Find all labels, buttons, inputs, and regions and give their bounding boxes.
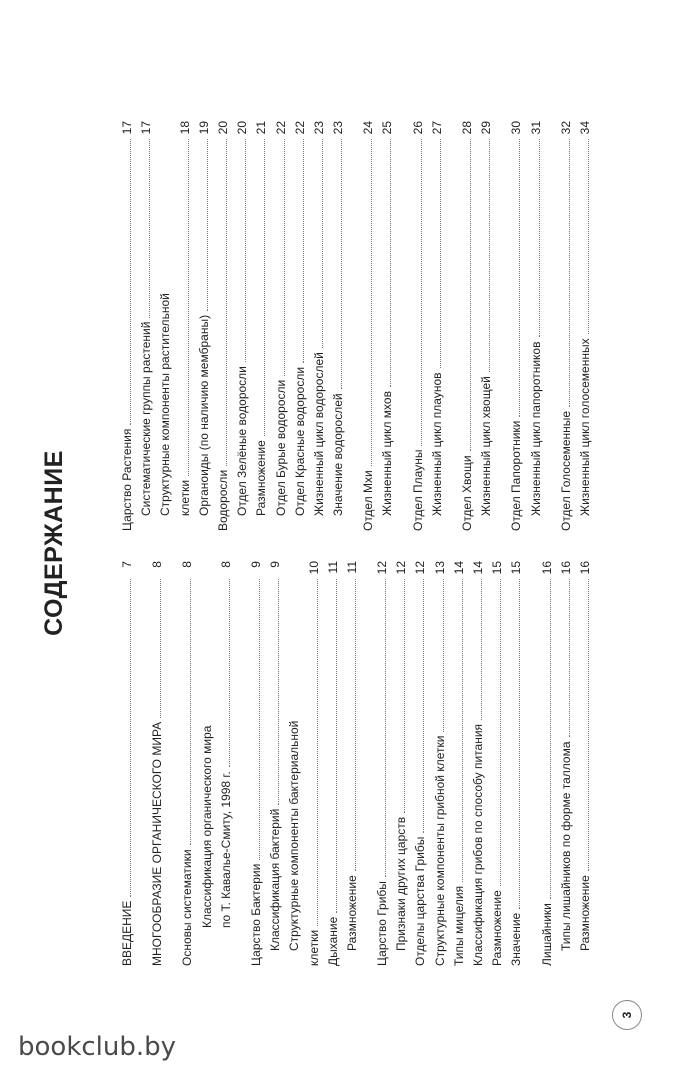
toc-entry-label: Размножение	[254, 440, 269, 516]
toc-entry-leader	[469, 139, 471, 451]
toc-entry-page: 11	[344, 561, 359, 574]
toc-entry-leader	[439, 139, 441, 368]
toc-entry-page: 8	[180, 561, 195, 568]
toc-entry-leader	[403, 579, 405, 813]
toc-entry-page: 16	[577, 561, 592, 575]
toc-left-column	[118, 561, 595, 966]
page-number-badge: 3	[612, 1000, 642, 1030]
toc-entry-leader	[538, 139, 540, 338]
toc-entry-label: Отдел Красные водоросли	[292, 366, 307, 516]
toc-entry	[477, 121, 496, 531]
toc-entry-leader	[277, 579, 279, 805]
toc-entry	[507, 561, 526, 966]
toc-entry	[198, 561, 217, 966]
toc-entry-page: 12	[413, 561, 428, 575]
toc-entry-label: Признаки других царств	[394, 816, 409, 951]
toc-entry-page: 15	[490, 561, 505, 575]
toc-entry-leader	[389, 139, 391, 387]
toc-entry-page: 17	[120, 121, 134, 135]
toc-entry	[359, 121, 378, 531]
toc-entry-page: 20	[215, 121, 230, 135]
toc-entry	[214, 121, 233, 531]
toc-entry-leader	[263, 139, 265, 436]
toc-entry	[217, 561, 236, 966]
toc-entry-label: по Т. Кавалье-Смиту, 1998 г.	[218, 771, 233, 928]
toc-entry-page: 8	[150, 561, 165, 568]
toc-entry-leader	[206, 139, 208, 311]
toc-entry	[343, 561, 362, 966]
toc-entry-label: Значение водорослей	[331, 393, 346, 516]
toc-entry	[178, 561, 197, 966]
toc-entry-label: Размножение	[490, 890, 505, 966]
toc-entry	[118, 561, 137, 966]
toc-entry-leader	[228, 579, 230, 767]
toc-entry	[272, 121, 291, 531]
toc-entry-page: 14	[471, 561, 485, 575]
toc-entry	[469, 561, 488, 966]
toc-entry-page: 22	[273, 121, 288, 135]
toc-entry-leader	[518, 579, 520, 909]
toc-entry	[291, 121, 310, 531]
toc-entry	[488, 561, 507, 966]
toc-entry	[538, 561, 557, 966]
toc-entry	[378, 121, 397, 531]
toc-entry-label: Структурные компоненты грибной клетки	[432, 735, 447, 966]
toc-entry	[392, 561, 411, 966]
toc-entry-label: Структурные компоненты бактериальной	[287, 720, 302, 951]
watermark: bookclub.by	[18, 1032, 177, 1062]
toc-entry-leader	[480, 579, 482, 720]
toc-entry	[247, 561, 266, 966]
toc-entry-page: 30	[509, 121, 524, 135]
toc-entry-label: МНОГООБРАЗИЕ ОРГАНИЧЕСКОГО МИРА	[150, 721, 165, 966]
toc-entry-leader	[283, 139, 285, 376]
toc-entry-label: клетки	[306, 929, 321, 966]
toc-entry-label: Жизненный цикл голосеменных	[577, 338, 592, 516]
toc-entry	[310, 121, 329, 531]
toc-entry-leader	[518, 139, 520, 417]
toc-entry	[557, 121, 576, 531]
toc-entry-leader	[258, 579, 260, 860]
toc-entry-label: Значение	[509, 912, 524, 966]
toc-entry-leader	[384, 579, 386, 877]
toc-entry-page: 12	[394, 561, 409, 575]
toc-entry-leader	[321, 139, 323, 348]
toc-entry-label: Органоиды (по наличию мембраны)	[196, 314, 211, 516]
toc-entry	[527, 121, 546, 531]
toc-entry-page: 10	[306, 561, 321, 575]
toc-entry-page: 7	[120, 561, 134, 568]
toc-entry-label: Классификация органического мира	[199, 725, 214, 928]
toc-entry-page: 31	[528, 121, 543, 135]
toc-entry	[557, 561, 576, 966]
toc-entry	[176, 121, 195, 531]
toc-entry-leader	[189, 579, 191, 845]
toc-entry-page: 13	[432, 561, 447, 575]
toc-entry-label: Дыхание	[325, 916, 340, 966]
toc-entry	[137, 121, 156, 531]
toc-entry-label: Отдел Зелёные водоросли	[235, 366, 250, 516]
toc-entry	[305, 561, 324, 966]
toc-entry-page: 9	[248, 561, 263, 568]
toc-entry-leader	[340, 139, 342, 389]
toc-entry-label: Водоросли	[215, 469, 230, 531]
toc-entry-page: 8	[218, 561, 233, 568]
toc-entry-label: Отделы царства Грибы	[413, 836, 428, 966]
toc-entry	[409, 121, 428, 531]
toc-entry-page: 24	[361, 121, 376, 135]
toc-entry	[450, 561, 469, 966]
toc-entry-page: 14	[451, 561, 466, 575]
toc-entry-label: Отдел Хвощи	[460, 455, 474, 531]
toc-entry-page: 20	[235, 121, 250, 135]
toc-entry-page: 23	[311, 121, 326, 135]
toc-entry-page: 9	[268, 561, 283, 568]
toc-entry-page: 28	[460, 121, 474, 135]
toc-entry	[428, 121, 447, 531]
toc-entry-leader	[225, 139, 227, 466]
toc-entry	[324, 561, 343, 966]
toc-entry	[148, 561, 167, 966]
toc-entry-page: 12	[375, 561, 390, 575]
toc-entry-leader	[488, 139, 490, 372]
toc-entry-label: Отдел Голосеменные	[558, 410, 573, 531]
toc-entry	[458, 121, 477, 531]
toc-entry-label: Размножение	[344, 875, 359, 951]
toc-entry-label: Отдел Бурые водоросли	[273, 379, 288, 516]
toc-entry-label: Жизненный цикл плаунов	[429, 372, 444, 516]
toc-entry	[195, 121, 214, 531]
toc-entry-page: 19	[196, 121, 211, 135]
toc-entry-label: Типы мицелия	[451, 885, 466, 966]
toc-entry-page: 15	[509, 561, 524, 575]
toc-entry-leader	[316, 579, 318, 926]
toc-entry-leader	[422, 579, 424, 833]
toc-entry-leader	[568, 579, 570, 737]
toc-entry-leader	[499, 579, 501, 886]
toc-entry-page: 27	[429, 121, 444, 135]
toc-entry-label: Систематические группы растений	[139, 321, 154, 516]
toc-entry-label: Структурные компоненты растительной	[158, 293, 173, 516]
toc-entry-leader	[370, 139, 372, 466]
toc-entry-leader	[187, 139, 189, 476]
toc-entry-leader	[148, 139, 150, 318]
toc-entry	[156, 121, 175, 531]
toc-entry-leader	[587, 579, 589, 871]
toc-entry	[373, 561, 392, 966]
toc-entry-label: клетки	[177, 479, 192, 516]
toc-entry-label: Классификация бактерий	[268, 808, 283, 951]
toc-entry-page: 22	[292, 121, 307, 135]
toc-entry-page: 18	[177, 121, 192, 135]
toc-entry-leader	[587, 139, 589, 334]
toc-entry-page: 16	[539, 561, 554, 575]
toc-entry	[266, 561, 285, 966]
toc-entry-label: Отдел Папоротники	[509, 420, 524, 531]
toc-right-column	[118, 121, 595, 531]
toc-entry-leader	[549, 579, 551, 899]
toc-entry-leader	[244, 139, 246, 362]
toc-entry-label: Царство Грибы	[375, 881, 390, 966]
toc-entry-label: ВВЕДЕНИЕ	[120, 900, 134, 966]
toc-entry-label: Жизненный цикл водорослей	[311, 352, 326, 516]
toc-entry	[233, 121, 252, 531]
toc-entry-page: 32	[558, 121, 573, 135]
toc-entry-page: 25	[380, 121, 395, 135]
toc-entry-label: Отдел Мхи	[361, 470, 376, 531]
toc-entry-page: 26	[410, 121, 425, 135]
toc-entry-page: 11	[325, 561, 340, 574]
toc-entry	[285, 561, 304, 966]
toc-entry-page: 16	[558, 561, 573, 575]
toc-entry	[329, 121, 348, 531]
toc-entry-leader	[129, 139, 131, 425]
toc-entry-leader	[461, 579, 463, 882]
toc-entry-label: Типы лишайников по форме таллома	[558, 741, 573, 951]
toc-entry	[507, 121, 526, 531]
toc-entry-leader	[442, 579, 444, 732]
toc-entry-page: 21	[254, 121, 269, 135]
toc-entry-label: Царство Бактерии	[248, 863, 263, 966]
toc-entry-page: 34	[577, 121, 592, 135]
toc-entry-label: Отдел Плауны	[410, 449, 425, 531]
toc-entry-label: Классификация грибов по способу питания	[471, 723, 485, 966]
toc-entry-leader	[568, 139, 570, 407]
toc-entry	[411, 561, 430, 966]
toc-entry-leader	[354, 579, 356, 871]
toc-heading: СОДЕРЖАНИЕ	[40, 450, 68, 636]
toc-entry-label: Царство Растения	[120, 428, 134, 531]
toc-entry-leader	[129, 579, 131, 897]
toc-entry-leader	[302, 139, 304, 363]
toc-entry-leader	[335, 579, 337, 913]
toc-entry-label: Размножение	[577, 875, 592, 951]
toc-entry-leader	[420, 139, 422, 446]
toc-entry-page: 17	[139, 121, 154, 135]
toc-entry	[252, 121, 271, 531]
toc-entry	[576, 561, 595, 966]
toc-entry-label: Жизненный цикл хвощей	[479, 376, 494, 516]
toc-entry-leader	[159, 579, 161, 718]
toc-entry-page: 23	[331, 121, 346, 135]
toc-entry-label: Основы систематики	[180, 849, 195, 966]
toc-entry-label: Жизненный цикл мхов	[380, 391, 395, 516]
toc-entry	[576, 121, 595, 531]
toc-entry	[431, 561, 450, 966]
toc-entry-label: Жизненный цикл папоротников	[528, 341, 543, 516]
toc-entry-label: Лишайники	[539, 903, 554, 966]
toc-entry-page: 29	[479, 121, 494, 135]
toc-entry	[118, 121, 137, 531]
